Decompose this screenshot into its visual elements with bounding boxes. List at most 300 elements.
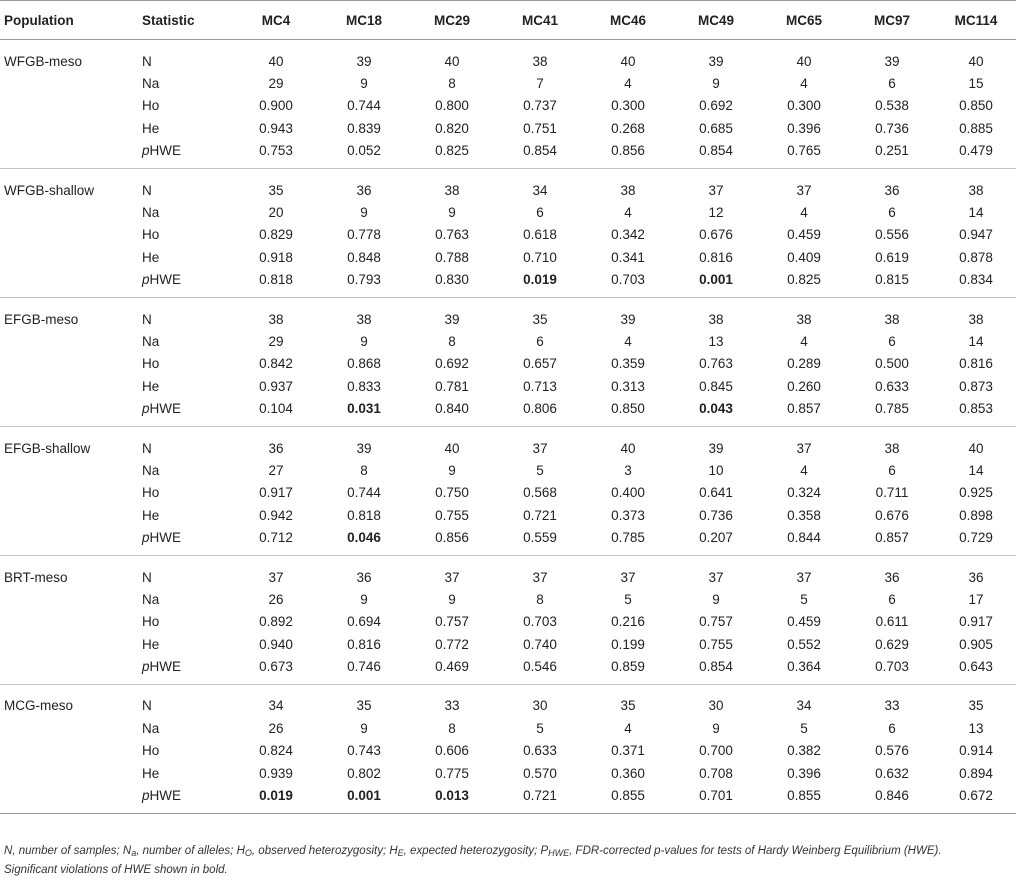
value-cell: 38 bbox=[444, 182, 460, 198]
value-cell: 6 bbox=[888, 333, 896, 349]
value-cell: 39 bbox=[884, 53, 900, 69]
statistic-label: N bbox=[142, 569, 152, 585]
value-cell: 0.806 bbox=[496, 397, 584, 426]
value-cell: 4 bbox=[624, 205, 632, 221]
statistic-cell bbox=[140, 375, 232, 397]
value-cell: 38 bbox=[968, 311, 984, 327]
table-row bbox=[0, 140, 1016, 169]
value-cell: 0.833 bbox=[347, 378, 381, 394]
value-cell: 0.825 bbox=[760, 269, 848, 298]
value-cell: 0.629 bbox=[875, 636, 909, 652]
value-cell: 0.815 bbox=[848, 269, 936, 298]
value-cell: 9 bbox=[448, 462, 456, 478]
population-cell: WFGB-meso bbox=[4, 53, 83, 69]
population-cell bbox=[0, 526, 140, 555]
value-cell: 0.729 bbox=[936, 526, 1016, 555]
value-cell: 0.830 bbox=[408, 269, 496, 298]
value-cell: 37 bbox=[796, 440, 812, 456]
table-row bbox=[0, 684, 1016, 717]
statistic-label: He bbox=[142, 636, 160, 652]
value-cell: 0.848 bbox=[347, 249, 381, 265]
value-cell: 34 bbox=[796, 698, 812, 714]
statistic-label: Ho bbox=[142, 485, 160, 501]
header-marker: MC46 bbox=[584, 1, 672, 40]
header-marker: MC18 bbox=[320, 1, 408, 40]
value-cell: 0.824 bbox=[259, 743, 293, 759]
header-marker: MC114 bbox=[936, 1, 1016, 40]
value-cell: 0.892 bbox=[259, 614, 293, 630]
population-cell bbox=[0, 397, 140, 426]
value-cell: 14 bbox=[968, 462, 984, 478]
population-cell bbox=[0, 353, 140, 375]
value-cell: 33 bbox=[444, 698, 460, 714]
value-cell: 0.772 bbox=[435, 636, 469, 652]
value-cell: 40 bbox=[620, 53, 636, 69]
population-cell bbox=[0, 482, 140, 504]
value-cell: 9 bbox=[360, 333, 368, 349]
value-cell: 38 bbox=[620, 182, 636, 198]
value-cell: 0.700 bbox=[699, 743, 733, 759]
statistic-cell bbox=[140, 588, 232, 610]
table-row bbox=[0, 375, 1016, 397]
value-cell: 34 bbox=[268, 698, 284, 714]
value-cell: 0.775 bbox=[435, 765, 469, 781]
table-row bbox=[0, 740, 1016, 762]
value-cell: 0.785 bbox=[584, 526, 672, 555]
value-cell: 35 bbox=[268, 182, 284, 198]
value-cell: 0.856 bbox=[584, 140, 672, 169]
statistic-label: Ho bbox=[142, 227, 160, 243]
value-cell: 0.708 bbox=[699, 765, 733, 781]
value-cell: 0.568 bbox=[523, 485, 557, 501]
value-cell: 9 bbox=[448, 205, 456, 221]
value-cell: 0.268 bbox=[611, 120, 645, 136]
header-marker: MC4 bbox=[232, 1, 320, 40]
value-cell: 26 bbox=[268, 720, 284, 736]
value-cell: 0.469 bbox=[408, 655, 496, 684]
statistic-label: Ho bbox=[142, 614, 160, 630]
population-cell bbox=[0, 459, 140, 481]
table-row bbox=[0, 611, 1016, 633]
value-cell: 9 bbox=[360, 591, 368, 607]
value-cell: 0.703 bbox=[523, 614, 557, 630]
statistic-label: HWE bbox=[149, 659, 182, 675]
value-cell: 0.737 bbox=[523, 98, 557, 114]
statistic-cell bbox=[140, 117, 232, 139]
value-cell: 40 bbox=[268, 53, 284, 69]
table-row bbox=[0, 655, 1016, 684]
value-cell: 0.914 bbox=[959, 743, 993, 759]
value-cell: 38 bbox=[968, 182, 984, 198]
value-cell: 0.576 bbox=[875, 743, 909, 759]
statistic-cell bbox=[140, 684, 232, 717]
value-cell: 39 bbox=[708, 53, 724, 69]
value-cell: 0.364 bbox=[760, 655, 848, 684]
value-cell: 37 bbox=[620, 569, 636, 585]
value-cell: 8 bbox=[360, 462, 368, 478]
value-cell: 0.251 bbox=[848, 140, 936, 169]
value-cell: 0.894 bbox=[959, 765, 993, 781]
table-row bbox=[0, 482, 1016, 504]
population-cell bbox=[0, 633, 140, 655]
value-cell: 9 bbox=[360, 720, 368, 736]
value-cell: 40 bbox=[968, 440, 984, 456]
value-cell: 0.382 bbox=[787, 743, 821, 759]
value-cell: 0.878 bbox=[959, 249, 993, 265]
value-cell: 6 bbox=[888, 462, 896, 478]
population-cell bbox=[0, 588, 140, 610]
value-cell: 6 bbox=[888, 205, 896, 221]
value-cell: 0.781 bbox=[435, 378, 469, 394]
value-cell: 0.947 bbox=[959, 227, 993, 243]
p-prefix: p bbox=[142, 143, 150, 159]
statistic-cell bbox=[140, 40, 232, 73]
value-cell: 0.199 bbox=[611, 636, 645, 652]
value-cell: 5 bbox=[536, 462, 544, 478]
statistic-label: N bbox=[142, 440, 152, 456]
statistic-label: Na bbox=[142, 333, 160, 349]
value-cell: 36 bbox=[968, 569, 984, 585]
population-cell: EFGB-meso bbox=[4, 311, 79, 327]
statistic-label: Na bbox=[142, 720, 160, 736]
statistic-label: HWE bbox=[149, 788, 182, 804]
population-cell bbox=[0, 330, 140, 352]
value-cell: 37 bbox=[532, 440, 548, 456]
population-cell bbox=[0, 655, 140, 684]
statistic-cell bbox=[140, 72, 232, 94]
statistic-cell bbox=[140, 762, 232, 784]
statistic-cell bbox=[140, 397, 232, 426]
value-cell: 38 bbox=[268, 311, 284, 327]
statistic-label: HWE bbox=[149, 272, 182, 288]
table-row bbox=[0, 269, 1016, 298]
p-prefix: p bbox=[142, 401, 150, 417]
population-cell bbox=[0, 269, 140, 298]
statistic-label: He bbox=[142, 378, 160, 394]
value-cell: 0.816 bbox=[959, 356, 993, 372]
statistic-cell bbox=[140, 426, 232, 459]
value-cell: 0.703 bbox=[584, 269, 672, 298]
population-cell bbox=[0, 784, 140, 813]
value-cell: 0.753 bbox=[232, 140, 320, 169]
value-cell: 37 bbox=[444, 569, 460, 585]
population-cell bbox=[0, 117, 140, 139]
value-cell: 0.694 bbox=[347, 614, 381, 630]
value-cell: 29 bbox=[268, 333, 284, 349]
population-cell: EFGB-shallow bbox=[4, 440, 91, 456]
value-cell: 0.216 bbox=[611, 614, 645, 630]
value-cell: 36 bbox=[356, 182, 372, 198]
value-cell: 0.834 bbox=[936, 269, 1016, 298]
statistic-label: HWE bbox=[149, 530, 182, 546]
statistic-label: N bbox=[142, 53, 152, 69]
value-cell: 0.917 bbox=[959, 614, 993, 630]
value-cell: 0.755 bbox=[435, 507, 469, 523]
value-cell: 0.744 bbox=[347, 485, 381, 501]
value-cell: 0.857 bbox=[848, 526, 936, 555]
statistic-label: HWE bbox=[149, 143, 182, 159]
value-cell: 0.552 bbox=[787, 636, 821, 652]
header-marker: MC29 bbox=[408, 1, 496, 40]
table-row bbox=[0, 717, 1016, 739]
value-cell: 0.559 bbox=[496, 526, 584, 555]
p-prefix: p bbox=[142, 788, 150, 804]
statistic-cell bbox=[140, 633, 232, 655]
value-cell: 0.850 bbox=[959, 98, 993, 114]
header-statistic: Statistic bbox=[140, 1, 232, 40]
value-cell: 17 bbox=[968, 591, 984, 607]
value-cell: 0.685 bbox=[699, 120, 733, 136]
footnote-line-2: Significant violations of HWE shown in bold. bbox=[4, 864, 228, 876]
value-cell: 0.757 bbox=[435, 614, 469, 630]
p-prefix: p bbox=[142, 272, 150, 288]
value-cell: 5 bbox=[536, 720, 544, 736]
value-cell: 39 bbox=[708, 440, 724, 456]
value-cell: 0.341 bbox=[611, 249, 645, 265]
statistic-label: N bbox=[142, 182, 152, 198]
value-cell: 0.743 bbox=[347, 743, 381, 759]
value-cell: 0.001 bbox=[320, 784, 408, 813]
value-cell: 40 bbox=[796, 53, 812, 69]
statistic-label: Ho bbox=[142, 356, 160, 372]
value-cell: 39 bbox=[620, 311, 636, 327]
statistic-label: HWE bbox=[149, 401, 182, 417]
value-cell: 9 bbox=[448, 591, 456, 607]
value-cell: 0.606 bbox=[435, 743, 469, 759]
value-cell: 9 bbox=[360, 205, 368, 221]
population-cell: BRT-meso bbox=[4, 569, 68, 585]
value-cell: 29 bbox=[268, 76, 284, 92]
statistic-cell bbox=[140, 740, 232, 762]
value-cell: 0.459 bbox=[787, 614, 821, 630]
value-cell: 8 bbox=[448, 333, 456, 349]
population-cell bbox=[0, 375, 140, 397]
statistic-label: Na bbox=[142, 591, 160, 607]
statistic-label: Na bbox=[142, 462, 160, 478]
value-cell: 0.046 bbox=[320, 526, 408, 555]
value-cell: 0.856 bbox=[408, 526, 496, 555]
population-cell bbox=[0, 95, 140, 117]
statistic-cell bbox=[140, 459, 232, 481]
value-cell: 15 bbox=[968, 76, 984, 92]
value-cell: 0.019 bbox=[232, 784, 320, 813]
value-cell: 0.676 bbox=[699, 227, 733, 243]
value-cell: 6 bbox=[888, 591, 896, 607]
value-cell: 30 bbox=[532, 698, 548, 714]
header-marker: MC41 bbox=[496, 1, 584, 40]
value-cell: 0.556 bbox=[875, 227, 909, 243]
value-cell: 0.785 bbox=[848, 397, 936, 426]
statistic-cell bbox=[140, 246, 232, 268]
value-cell: 0.701 bbox=[672, 784, 760, 813]
value-cell: 0.818 bbox=[232, 269, 320, 298]
value-cell: 9 bbox=[360, 76, 368, 92]
value-cell: 40 bbox=[968, 53, 984, 69]
value-cell: 0.873 bbox=[959, 378, 993, 394]
value-cell: 14 bbox=[968, 205, 984, 221]
value-cell: 4 bbox=[624, 333, 632, 349]
header-marker: MC97 bbox=[848, 1, 936, 40]
table-row bbox=[0, 459, 1016, 481]
value-cell: 0.905 bbox=[959, 636, 993, 652]
value-cell: 0.676 bbox=[875, 507, 909, 523]
value-cell: 0.300 bbox=[787, 98, 821, 114]
value-cell: 6 bbox=[888, 76, 896, 92]
value-cell: 0.692 bbox=[435, 356, 469, 372]
value-cell: 0.710 bbox=[523, 249, 557, 265]
table-row bbox=[0, 224, 1016, 246]
statistic-label: N bbox=[142, 311, 152, 327]
table-row bbox=[0, 246, 1016, 268]
value-cell: 0.721 bbox=[496, 784, 584, 813]
value-cell: 4 bbox=[624, 720, 632, 736]
statistic-cell bbox=[140, 555, 232, 588]
value-cell: 36 bbox=[884, 182, 900, 198]
value-cell: 0.943 bbox=[259, 120, 293, 136]
table-row bbox=[0, 633, 1016, 655]
value-cell: 6 bbox=[536, 333, 544, 349]
value-cell: 37 bbox=[532, 569, 548, 585]
statistic-label: Na bbox=[142, 76, 160, 92]
value-cell: 0.917 bbox=[259, 485, 293, 501]
value-cell: 0.755 bbox=[699, 636, 733, 652]
value-cell: 0.854 bbox=[672, 655, 760, 684]
value-cell: 0.570 bbox=[523, 765, 557, 781]
statistic-label: He bbox=[142, 507, 160, 523]
value-cell: 27 bbox=[268, 462, 284, 478]
value-cell: 0.793 bbox=[320, 269, 408, 298]
value-cell: 0.788 bbox=[435, 249, 469, 265]
value-cell: 0.939 bbox=[259, 765, 293, 781]
value-cell: 0.940 bbox=[259, 636, 293, 652]
value-cell: 0.854 bbox=[672, 140, 760, 169]
value-cell: 0.751 bbox=[523, 120, 557, 136]
value-cell: 0.857 bbox=[760, 397, 848, 426]
value-cell: 0.633 bbox=[875, 378, 909, 394]
statistic-cell bbox=[140, 482, 232, 504]
value-cell: 0.692 bbox=[699, 98, 733, 114]
value-cell: 40 bbox=[444, 440, 460, 456]
value-cell: 0.459 bbox=[787, 227, 821, 243]
value-cell: 6 bbox=[536, 205, 544, 221]
value-cell: 4 bbox=[800, 76, 808, 92]
value-cell: 0.740 bbox=[523, 636, 557, 652]
value-cell: 38 bbox=[796, 311, 812, 327]
value-cell: 26 bbox=[268, 591, 284, 607]
value-cell: 0.104 bbox=[232, 397, 320, 426]
table-row bbox=[0, 353, 1016, 375]
value-cell: 0.324 bbox=[787, 485, 821, 501]
population-cell bbox=[0, 504, 140, 526]
value-cell: 0.885 bbox=[959, 120, 993, 136]
value-cell: 37 bbox=[708, 569, 724, 585]
value-cell: 0.937 bbox=[259, 378, 293, 394]
value-cell: 35 bbox=[532, 311, 548, 327]
population-cell bbox=[0, 762, 140, 784]
value-cell: 40 bbox=[620, 440, 636, 456]
value-cell: 0.855 bbox=[584, 784, 672, 813]
statistic-cell bbox=[140, 504, 232, 526]
value-cell: 38 bbox=[708, 311, 724, 327]
statistic-label: He bbox=[142, 249, 160, 265]
value-cell: 6 bbox=[888, 720, 896, 736]
population-cell bbox=[0, 717, 140, 739]
header-marker: MC65 bbox=[760, 1, 848, 40]
value-cell: 0.013 bbox=[408, 784, 496, 813]
value-cell: 0.900 bbox=[259, 98, 293, 114]
value-cell: 10 bbox=[708, 462, 724, 478]
value-cell: 0.313 bbox=[611, 378, 645, 394]
value-cell: 4 bbox=[800, 205, 808, 221]
statistic-label: N bbox=[142, 698, 152, 714]
value-cell: 0.538 bbox=[875, 98, 909, 114]
value-cell: 0.853 bbox=[936, 397, 1016, 426]
value-cell: 0.763 bbox=[435, 227, 469, 243]
value-cell: 0.820 bbox=[435, 120, 469, 136]
table-row bbox=[0, 426, 1016, 459]
value-cell: 37 bbox=[268, 569, 284, 585]
population-cell bbox=[0, 72, 140, 94]
value-cell: 36 bbox=[356, 569, 372, 585]
value-cell: 0.641 bbox=[699, 485, 733, 501]
table-row bbox=[0, 168, 1016, 201]
value-cell: 0.818 bbox=[347, 507, 381, 523]
value-cell: 0.854 bbox=[496, 140, 584, 169]
value-cell: 0.825 bbox=[408, 140, 496, 169]
value-cell: 0.845 bbox=[699, 378, 733, 394]
value-cell: 7 bbox=[536, 76, 544, 92]
value-cell: 39 bbox=[356, 53, 372, 69]
value-cell: 5 bbox=[800, 591, 808, 607]
value-cell: 30 bbox=[708, 698, 724, 714]
statistic-label: Ho bbox=[142, 98, 160, 114]
value-cell: 36 bbox=[884, 569, 900, 585]
value-cell: 4 bbox=[800, 462, 808, 478]
value-cell: 5 bbox=[800, 720, 808, 736]
value-cell: 0.289 bbox=[787, 356, 821, 372]
value-cell: 8 bbox=[448, 76, 456, 92]
value-cell: 35 bbox=[968, 698, 984, 714]
value-cell: 0.400 bbox=[611, 485, 645, 501]
table-row bbox=[0, 784, 1016, 813]
statistic-label: He bbox=[142, 120, 160, 136]
table-footnote bbox=[4, 842, 1012, 880]
population-cell: MCG-meso bbox=[4, 698, 74, 714]
value-cell: 0.713 bbox=[523, 378, 557, 394]
header-population: Population bbox=[0, 1, 140, 40]
value-cell: 35 bbox=[620, 698, 636, 714]
value-cell: 0.816 bbox=[347, 636, 381, 652]
value-cell: 0.765 bbox=[760, 140, 848, 169]
value-cell: 14 bbox=[968, 333, 984, 349]
value-cell: 0.657 bbox=[523, 356, 557, 372]
value-cell: 38 bbox=[532, 53, 548, 69]
population-cell bbox=[0, 224, 140, 246]
table-body bbox=[0, 40, 1016, 814]
statistic-cell bbox=[140, 330, 232, 352]
p-prefix: p bbox=[142, 659, 150, 675]
value-cell: 0.619 bbox=[875, 249, 909, 265]
table-row bbox=[0, 504, 1016, 526]
value-cell: 0.633 bbox=[523, 743, 557, 759]
value-cell: 0.757 bbox=[699, 614, 733, 630]
value-cell: 38 bbox=[884, 311, 900, 327]
value-cell: 0.898 bbox=[959, 507, 993, 523]
table-row bbox=[0, 762, 1016, 784]
table-row bbox=[0, 297, 1016, 330]
value-cell: 38 bbox=[356, 311, 372, 327]
population-cell bbox=[0, 140, 140, 169]
